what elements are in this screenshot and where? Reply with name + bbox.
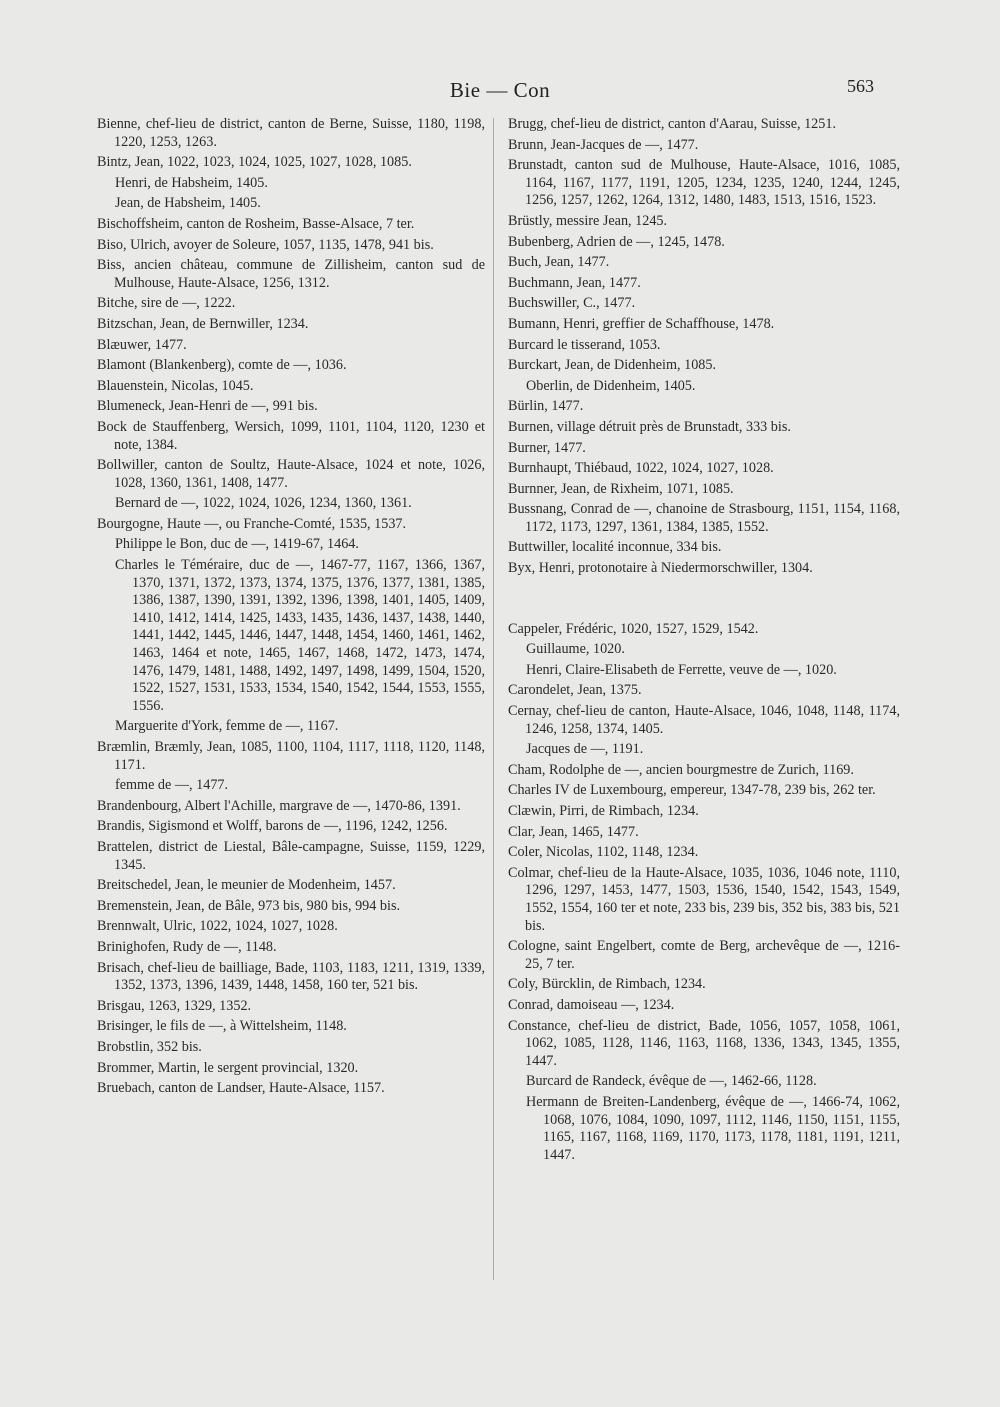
index-entry: Bienne, chef-lieu de district, canton de Berne, Suisse, 1180, 1198, 1220, 1253, 1263. (97, 116, 485, 150)
column-divider (493, 118, 494, 1280)
index-entry: Buch, Jean, 1477. (508, 254, 610, 271)
index-entry: Buchswiller, C., 1477. (508, 295, 636, 312)
index-entry: Burner, 1477. (508, 439, 586, 456)
page-number: 563 (847, 76, 874, 96)
index-entry: Charles IV de Luxembourg, empereur, 1347-78, 239 bis, 262 ter. (508, 782, 876, 799)
index-entry: Bremenstein, Jean, de Bâle, 973 bis, 980 bis, 994 bis. (97, 897, 401, 914)
index-subentry: femme de —, 1477. (115, 777, 229, 794)
index-entry: Brisgau, 1263, 1329, 1352. (97, 997, 252, 1014)
index-entry: Blumeneck, Jean-Henri de —, 991 bis. (97, 398, 318, 415)
index-entry: Breitschedel, Jean, le meunier de Modenheim, 1457. (97, 877, 396, 894)
index-subentry: Jean, de Habsheim, 1405. (115, 195, 261, 212)
index-entry: Bruebach, canton de Landser, Haute-Alsace, 1157. (97, 1080, 385, 1097)
index-entry: Brinighofen, Rudy de —, 1148. (97, 938, 277, 955)
index-entry: Brunstadt, canton sud de Mulhouse, Haute-Alsace, 1016, 1085, 1164, 1167, 1177, 1191, 1205, 1234, 1235, 1240, 1244, 1245, 1256, 1257, 1262, 1264, 1312, 1480, 1483, 1513, 1516, 1523. (508, 157, 900, 209)
index-entry: Brandenbourg, Albert l'Achille, margrave de —, 1470-86, 1391. (97, 797, 461, 814)
index-entry: Burcard le tisserand, 1053. (508, 336, 661, 353)
index-entry: Coler, Nicolas, 1102, 1148, 1234. (508, 844, 699, 861)
index-entry: Coly, Bürcklin, de Rimbach, 1234. (508, 976, 706, 993)
index-entry: Constance, chef-lieu de district, Bade, 1056, 1057, 1058, 1061, 1062, 1085, 1128, 1146, 1163, 1168, 1336, 1343, 1345, 1355, 1447. (508, 1017, 900, 1069)
page-header (0, 72, 1000, 106)
index-entry: Bürlin, 1477. (508, 398, 584, 415)
index-subentry: Burcard de Randeck, évêque de —, 1462-66, 1128. (526, 1073, 817, 1090)
index-subentry: Guillaume, 1020. (526, 641, 625, 658)
index-column-left (97, 116, 485, 1101)
index-entry: Burckart, Jean, de Didenheim, 1085. (508, 357, 717, 374)
index-entry: Brugg, chef-lieu de district, canton d'Aarau, Suisse, 1251. (508, 116, 837, 132)
index-entry: Carondelet, Jean, 1375. (508, 682, 642, 699)
index-entry: Blæuwer, 1477. (97, 336, 187, 353)
index-entry: Bussnang, Conrad de —, chanoine de Strasbourg, 1151, 1154, 1168, 1172, 1173, 1297, 1361, 1384, 1385, 1552. (508, 501, 900, 535)
index-subentry: Philippe le Bon, duc de —, 1419-67, 1464. (115, 536, 359, 553)
index-section-b (508, 116, 900, 578)
index-entry: Cologne, saint Engelbert, comte de Berg, archevêque de —, 1216-25, 7 ter. (508, 938, 900, 972)
index-entry: Burnhaupt, Thiébaud, 1022, 1024, 1027, 1028. (508, 460, 774, 477)
index-subentry: Marguerite d'York, femme de —, 1167. (115, 718, 339, 735)
index-entry: Bitzschan, Jean, de Bernwiller, 1234. (97, 315, 309, 332)
index-entry: Bourgogne, Haute —, ou Franche-Comté, 1535, 1537. (97, 515, 407, 532)
running-head: Bie — Con (449, 78, 551, 102)
index-entry: Conrad, damoiseau —, 1234. (508, 996, 675, 1013)
index-entry: Burnen, village détruit près de Brunstadt, 333 bis. (508, 418, 791, 435)
index-entry: Bollwiller, canton de Soultz, Haute-Alsace, 1024 et note, 1026, 1028, 1360, 1361, 1408, 1477. (97, 457, 485, 491)
index-subentry: Bernard de —, 1022, 1024, 1026, 1234, 1360, 1361. (115, 495, 412, 512)
index-entry: Bumann, Henri, greffier de Schaffhouse, 1478. (508, 315, 775, 332)
index-entry: Cappeler, Frédéric, 1020, 1527, 1529, 1542. (508, 620, 759, 637)
index-section-c (508, 621, 900, 1165)
index-entry: Bintz, Jean, 1022, 1023, 1024, 1025, 1027, 1028, 1085. (97, 154, 412, 171)
index-entry: Brisach, chef-lieu de bailliage, Bade, 1103, 1183, 1211, 1319, 1339, 1352, 1373, 1396, 1439, 1448, 1458, 160 ter, 521 bis. (97, 959, 485, 994)
index-entry: Buchmann, Jean, 1477. (508, 274, 641, 291)
section-gap (508, 581, 900, 621)
index-entry: Brattelen, district de Liestal, Bâle-campagne, Suisse, 1159, 1229, 1345. (97, 838, 485, 873)
index-subentry: Henri, de Habsheim, 1405. (115, 174, 268, 191)
index-entry: Bitche, sire de —, 1222. (97, 295, 236, 312)
index-entry: Brunn, Jean-Jacques de —, 1477. (508, 136, 699, 153)
index-entry: Brennwalt, Ulric, 1022, 1024, 1027, 1028. (97, 918, 338, 935)
index-column-right (508, 116, 900, 1167)
index-subentry: Jacques de —, 1191. (526, 741, 644, 758)
index-subentry: Charles le Téméraire, duc de —, 1467-77, 1167, 1366, 1367, 1370, 1371, 1372, 1373, 1374, 1375, 1376, 1377, 1381, 1385, 1386, 1387, 1390, 1391, 1392, 1396, 1398, 1401, 1405, 1409, 1410, 1412, 1414, 1425, 1433, 1435, 1436, 1437, 1438, 1440, 1441, 1442, 1445, 1446, 1447, 1448, 1454, 1460, 1461, 1462, 1463, 1464 et note, 1465, 1467, 1468, 1472, 1473, 1474, 1476, 1479, 1481, 1488, 1492, 1497, 1498, 1499, 1504, 1520, 1522, 1527, 1531, 1533, 1534, 1540, 1542, 1544, 1553, 1555, 1556. (115, 557, 485, 714)
index-entry: Brisinger, le fils de —, à Wittelsheim, 1148. (97, 1018, 347, 1035)
index-subentry: Oberlin, de Didenheim, 1405. (526, 377, 696, 394)
index-entry: Blauenstein, Nicolas, 1045. (97, 377, 254, 394)
index-entry: Cernay, chef-lieu de canton, Haute-Alsace, 1046, 1048, 1148, 1174, 1246, 1258, 1374, 1405. (508, 703, 900, 737)
index-entry: Clar, Jean, 1465, 1477. (508, 823, 639, 840)
index-entry: Brüstly, messire Jean, 1245. (508, 212, 668, 229)
index-entry: Bock de Stauffenberg, Wersich, 1099, 1101, 1104, 1120, 1230 et note, 1384. (97, 418, 485, 453)
index-entry: Burnner, Jean, de Rixheim, 1071, 1085. (508, 480, 734, 497)
index-entry: Brobstlin, 352 bis. (97, 1038, 202, 1055)
index-entry: Colmar, chef-lieu de la Haute-Alsace, 1035, 1036, 1046 note, 1110, 1296, 1297, 1453, 1477, 1503, 1536, 1540, 1542, 1543, 1549, 1552, 1554, 160 ter et note, 233 bis, 239 bis, 352 bis, 383 bis, 521 bis. (508, 864, 900, 934)
index-entry: Brommer, Martin, le sergent provincial, 1320. (97, 1059, 359, 1076)
index-subentry: Henri, Claire-Elisabeth de Ferrette, veuve de —, 1020. (526, 661, 837, 678)
index-entry: Byx, Henri, protonotaire à Niedermorschwiller, 1304. (508, 560, 813, 577)
index-entry: Buttwiller, localité inconnue, 334 bis. (508, 539, 722, 556)
index-entry: Clæwin, Pirri, de Rimbach, 1234. (508, 803, 699, 819)
index-entry: Bræmlin, Bræmly, Jean, 1085, 1100, 1104, 1117, 1118, 1120, 1148, 1171. (97, 739, 485, 773)
index-subentry: Hermann de Breiten-Landenberg, évêque de —, 1466-74, 1062, 1068, 1076, 1084, 1090, 1097, 1112, 1146, 1150, 1151, 1155, 1165, 1167, 1168, 1169, 1170, 1173, 1178, 1181, 1191, 1211, 1447. (526, 1093, 900, 1163)
index-entry: Cham, Rodolphe de —, ancien bourgmestre de Zurich, 1169. (508, 761, 854, 778)
index-entry: Biss, ancien château, commune de Zillisheim, canton sud de Mulhouse, Haute-Alsace, 1256, 1312. (97, 257, 485, 291)
index-entry: Blamont (Blankenberg), comte de —, 1036. (97, 357, 347, 374)
index-entry: Biso, Ulrich, avoyer de Soleure, 1057, 1135, 1478, 941 bis. (97, 236, 434, 253)
index-entry: Bubenberg, Adrien de —, 1245, 1478. (508, 233, 725, 250)
index-entry: Bischoffsheim, canton de Rosheim, Basse-Alsace, 7 ter. (97, 215, 415, 232)
index-entry: Brandis, Sigismond et Wolff, barons de —, 1196, 1242, 1256. (97, 818, 448, 835)
